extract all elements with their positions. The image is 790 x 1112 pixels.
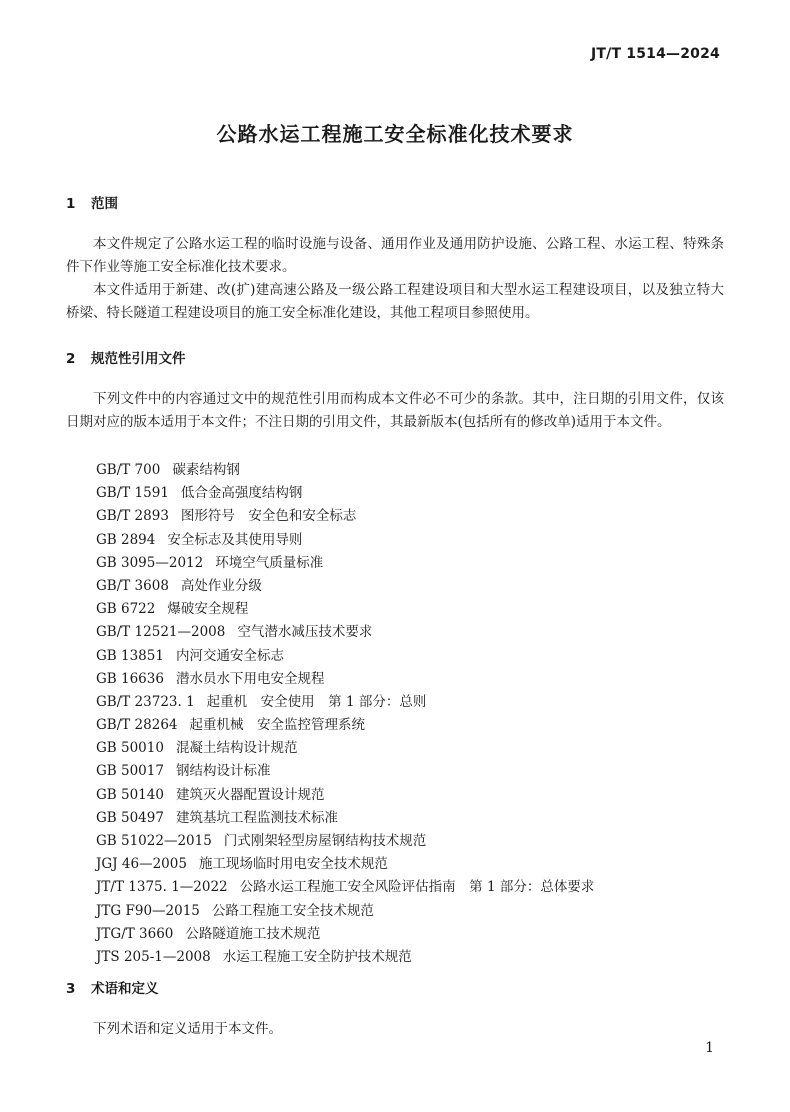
reference-title: 安全标志及其使用导则: [167, 531, 303, 548]
reference-item: [96, 598, 594, 621]
reference-title: 公路水运工程施工安全风险评估指南 第 1 部分：总体要求: [239, 879, 595, 896]
reference-item: [96, 645, 594, 668]
reference-title: 施工现场临时用电安全技术规范: [198, 856, 388, 873]
reference-code: GB/T 12521—2008: [96, 624, 226, 641]
reference-item: [96, 505, 594, 528]
reference-code: JTG/T 3660: [96, 925, 174, 942]
reference-item: [96, 807, 594, 830]
reference-title: 高处作业分级: [180, 577, 262, 594]
reference-code: GB/T 2893: [96, 508, 169, 525]
section-2-heading: [66, 347, 186, 367]
section-2-title: 规范性引用文件: [91, 351, 186, 367]
reference-item: [96, 946, 594, 969]
reference-title: 建筑基坑工程监测技术标准: [175, 809, 338, 826]
reference-code: JTS 205-1—2008: [96, 948, 211, 965]
reference-item: [96, 714, 594, 737]
section-1-paragraph-1: 本文件规定了公路水运工程的临时设施与设备、通用作业及通用防护设施、公路工程、水运工程、特殊条件下作业等施工安全标准化技术要求。: [66, 236, 724, 275]
reference-item: [96, 575, 594, 598]
reference-title: 爆破安全规程: [167, 601, 249, 618]
reference-item: [96, 482, 594, 505]
standard-code: JT/T 1514—2024: [590, 46, 720, 62]
reference-code: GB 13851: [96, 647, 164, 664]
reference-title: 内河交通安全标志: [175, 647, 284, 664]
section-3-title: 术语和定义: [91, 981, 159, 997]
reference-code: JGJ 46—2005: [96, 856, 187, 873]
reference-item: [96, 900, 594, 923]
reference-title: 建筑灭火器配置设计规范: [175, 786, 325, 803]
reference-title: 潜水员水下用电安全规程: [175, 670, 325, 687]
reference-title: 环境空气质量标准: [215, 554, 324, 571]
reference-item: [96, 923, 594, 946]
section-1-number: 1: [66, 196, 76, 212]
reference-item: [96, 830, 594, 853]
reference-code: GB 50010: [96, 740, 164, 757]
reference-title: 钢结构设计标准: [175, 763, 271, 780]
reference-code: GB 50017: [96, 763, 164, 780]
page-number: 1: [705, 1040, 714, 1056]
reference-item: [96, 853, 594, 876]
reference-title: 公路工程施工安全技术规范: [211, 902, 374, 919]
reference-title: 空气潜水减压技术要求: [237, 624, 373, 641]
reference-code: GB/T 3608: [96, 577, 169, 594]
reference-code: GB 2894: [96, 531, 156, 548]
reference-item: [96, 459, 594, 482]
reference-code: GB 50497: [96, 809, 164, 826]
reference-code: JTG F90—2015: [96, 902, 200, 919]
document-title: 公路水运工程施工安全标准化技术要求: [216, 122, 574, 146]
reference-item: [96, 737, 594, 760]
section-2-number: 2: [66, 351, 76, 367]
reference-title: 碳素结构钢: [172, 462, 240, 478]
reference-title: 起重机 安全使用 第 1 部分：总则: [206, 693, 427, 710]
reference-code: GB 3095—2012: [96, 554, 204, 571]
reference-title: 低合金高强度结构钢: [180, 485, 303, 502]
reference-item: [96, 876, 594, 899]
reference-code: GB 50140: [96, 786, 164, 803]
reference-code: GB/T 23723. 1: [96, 693, 195, 710]
reference-code: JT/T 1375. 1—2022: [96, 879, 228, 896]
reference-code: GB 6722: [96, 601, 156, 618]
section-3-paragraph-1: 下列术语和定义适用于本文件。: [93, 1021, 282, 1037]
section-3-heading: [66, 977, 159, 997]
reference-item: [96, 552, 594, 575]
reference-code: GB/T 700: [96, 462, 161, 478]
reference-title: 水运工程施工安全防护技术规范: [222, 948, 412, 965]
reference-item: [96, 691, 594, 714]
reference-title: 图形符号 安全色和安全标志: [180, 508, 357, 525]
reference-code: GB 51022—2015: [96, 833, 212, 849]
reference-code: GB/T 1591: [96, 485, 169, 502]
section-1-title: 范围: [91, 196, 118, 212]
reference-item: [96, 784, 594, 807]
reference-item: [96, 668, 594, 691]
section-1-heading: [66, 192, 118, 212]
reference-item: [96, 529, 594, 552]
section-2-paragraph-1: 下列文件中的内容通过文中的规范性引用而构成本文件必不可少的条款。其中，注日期的引用文件，仅该日期对应的版本适用于本文件；不注日期的引用文件，其最新版本(包括所有的修改单)适用于本文件。: [66, 391, 724, 430]
normative-reference-list: [96, 459, 594, 969]
reference-code: GB/T 28264: [96, 717, 178, 734]
reference-title: 混凝土结构设计规范: [175, 740, 298, 757]
reference-title: 起重机械 安全监控管理系统: [189, 717, 365, 734]
reference-title: 门式刚架轻型房屋钢结构技术规范: [223, 833, 427, 849]
reference-item: [96, 621, 594, 644]
reference-title: 公路隧道施工技术规范: [185, 925, 321, 942]
section-3-number: 3: [66, 981, 76, 997]
reference-code: GB 16636: [96, 670, 164, 687]
reference-item: [96, 760, 594, 783]
section-1-paragraph-2: 本文件适用于新建、改(扩)建高速公路及一级公路工程建设项目和大型水运工程建设项目，以及独立特大桥梁、特长隧道工程建设项目的施工安全标准化建设，其他工程项目参照使用。: [66, 282, 724, 321]
